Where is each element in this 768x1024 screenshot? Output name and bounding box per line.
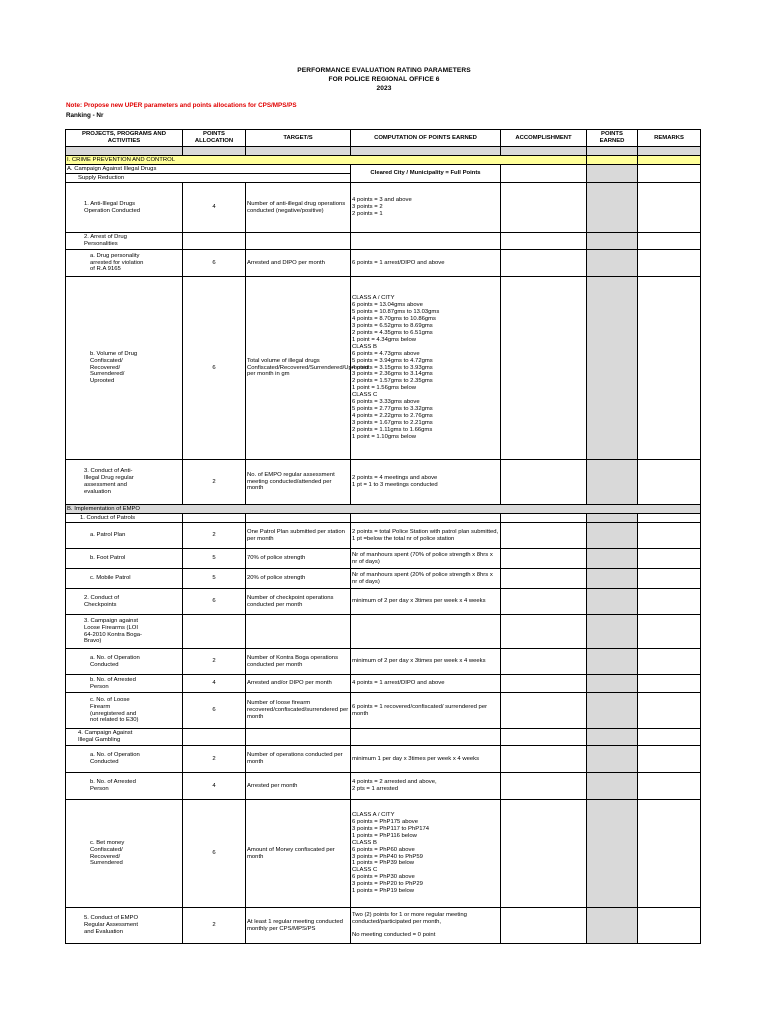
- section-row: [66, 156, 701, 165]
- table-row: b. No. of Arrested Person 4 Arrested and/or DIPO per month 4 points = 1 arrest/DIPO and above: [66, 675, 701, 693]
- table-row: a. Drug personality arrested for violation of R.A 9165 6 Arrested and DIPO per month 6 points = 1 arrest/DIPO and above: [66, 250, 701, 277]
- subsection-b-title: B. Implementation of EMPO: [66, 505, 701, 514]
- table-row: b. Foot Patrol 5 70% of police strength Nr of manhours spent (70% of police strength x 8hrs x nr of days): [66, 549, 701, 569]
- doc-title-year: 2023: [376, 85, 392, 92]
- table-row: 2. Arrest of Drug Personalities: [66, 233, 701, 250]
- col-computation: COMPUTATION OF POINTS EARNED: [351, 130, 501, 147]
- table-row: b. No. of Arrested Person 4 Arrested per month 4 points = 2 arrested and above, 2 pts = 1 arrested: [66, 773, 701, 800]
- table-row: 1. Anti-Illegal Drugs Operation Conducted 4 Number of anti-illegal drug operations conducted (negative/positive) 4 points = 3 and above 3 points = 2 2 points = 1: [66, 183, 701, 233]
- section-title: I. CRIME PREVENTION AND CONTROL: [66, 156, 587, 165]
- table-row: a. Patrol Plan 2 One Patrol Plan submitted per station per month 2 points = total Police Station with patrol plan submitted, 1 pt =below the total nr of police station: [66, 523, 701, 549]
- gray-band-row: [66, 147, 701, 156]
- table-row: 5. Conduct of EMPO Regular Assessment and Evaluation 2 At least 1 regular meeting conducted monthly per CPS/MPS/PS Two (2) points for 1 or more regular meeting conducted/participated per month, No meeting conducted = 0 point: [66, 908, 701, 944]
- table-row: 2. Conduct of Checkpoints 6 Number of checkpoint operations conducted per month minimum of 2 per day x 3times per week x 4 weeks: [66, 589, 701, 615]
- subsection-a-row: [66, 165, 701, 174]
- subsection-a-title: A. Campaign Against Illegal Drugs: [66, 165, 351, 174]
- table-row: 1. Conduct of Patrols: [66, 514, 701, 523]
- supply-reduction-label: Supply Reduction: [66, 174, 351, 183]
- rating-parameters-table: [65, 129, 701, 944]
- table-row: 4. Campaign Against Illegal Gambling: [66, 729, 701, 746]
- cleared-note: Cleared City / Municipality = Full Points: [351, 165, 501, 183]
- col-remarks: REMARKS: [638, 130, 701, 147]
- doc-title-line1: PERFORMANCE EVALUATION RATING PARAMETERS: [297, 67, 471, 74]
- table-row: c. Bet money Confiscated/ Recovered/ Surrendered 6 Amount of Money confiscated per month CLASS A / CITY 6 points = PhP175 above 3 points = PhP117 to PhP174 1 points = PhP116 below CLASS B 6 points = PhP60 above 3 points = PhP40 to PhP59 1 points = PhP39 below CLASS C 6 points = PhP30 above 3 points = PhP20 to PhP29 1 points = PhP19 below: [66, 800, 701, 908]
- table-row: a. No. of Operation Conducted 2 Number of operations conducted per month minimum 1 per day x 3times per week x 4 weeks: [66, 746, 701, 773]
- ranking-text: Ranking - Nr: [66, 112, 104, 119]
- table-row: 3. Conduct of Anti- Illegal Drug regular assessment and evaluation 2 No. of EMPO regular assessment meeting conducted/attended per month 2 points = 4 meetings and above 1 pt = 1 to 3 meetings conducted: [66, 460, 701, 505]
- table-row: 3. Campaign against Loose Firearms (LOI 64-2010 Kontra Boga- Bravo): [66, 615, 701, 649]
- col-ppa: PROJECTS, PROGRAMS AND ACTIVITIES: [66, 130, 183, 147]
- col-points-earned: POINTS EARNED: [587, 130, 638, 147]
- table-row: c. Mobile Patrol 5 20% of police strength Nr of manhours spent (20% of police strength x 8hrs x nr of days): [66, 569, 701, 589]
- col-targets: TARGET/S: [246, 130, 351, 147]
- table-row: a. No. of Operation Conducted 2 Number of Kontra Boga operations conducted per month minimum of 2 per day x 3times per week x 4 weeks: [66, 649, 701, 675]
- col-points-allocation: POINTS ALLOCATION: [183, 130, 246, 147]
- note-text: Note: Propose new UPER parameters and points allocations for CPS/MPS/PS: [66, 102, 297, 109]
- col-accomplishment: ACCOMPLISHMENT: [501, 130, 587, 147]
- header-row: [66, 130, 701, 147]
- table-row: c. No. of Loose Firearm (unregistered and not related to E30) 6 Number of loose firearm recovered/confiscated/surrendered per month 6 points = 1 recovered/confiscated/ surrendered per month: [66, 693, 701, 729]
- table-row: b. Volume of Drug Confiscated/ Recovered/ Surrendered/ Uprooted 6 Total volume of illegal drugs Confiscated/Recovered/Surrendered/Uprooted per month in gm CLASS A / CITY 6 points = 13.04gms above 5 points = 10.87gms to 13.03gms 4 points = 8.70gms to 10.86gms 3 points = 6.52gms to 8.69gms 2 points = 4.35gms to 6.51gms 1 point = 4.34gms below CLASS B 6 points = 4.73gms above 5 points = 3.94gms to 4.72gms 4 points = 3.15gms to 3.93gms 3 points = 2.36gms to 3.14gms 2 points = 1.57gms to 2.35gms 1 point = 1.56gms below CLASS C 6 points = 3.33gms above 5 points = 2.77gms to 3.32gms 4 points = 2.22gms to 2.76gms 3 points = 1.67gms to 2.21gms 2 points = 1.11gms to 1.66gms 1 point = 1.10gms below: [66, 277, 701, 460]
- doc-title-line2: FOR POLICE REGIONAL OFFICE 6: [328, 76, 440, 83]
- subsection-b-row: [66, 505, 701, 514]
